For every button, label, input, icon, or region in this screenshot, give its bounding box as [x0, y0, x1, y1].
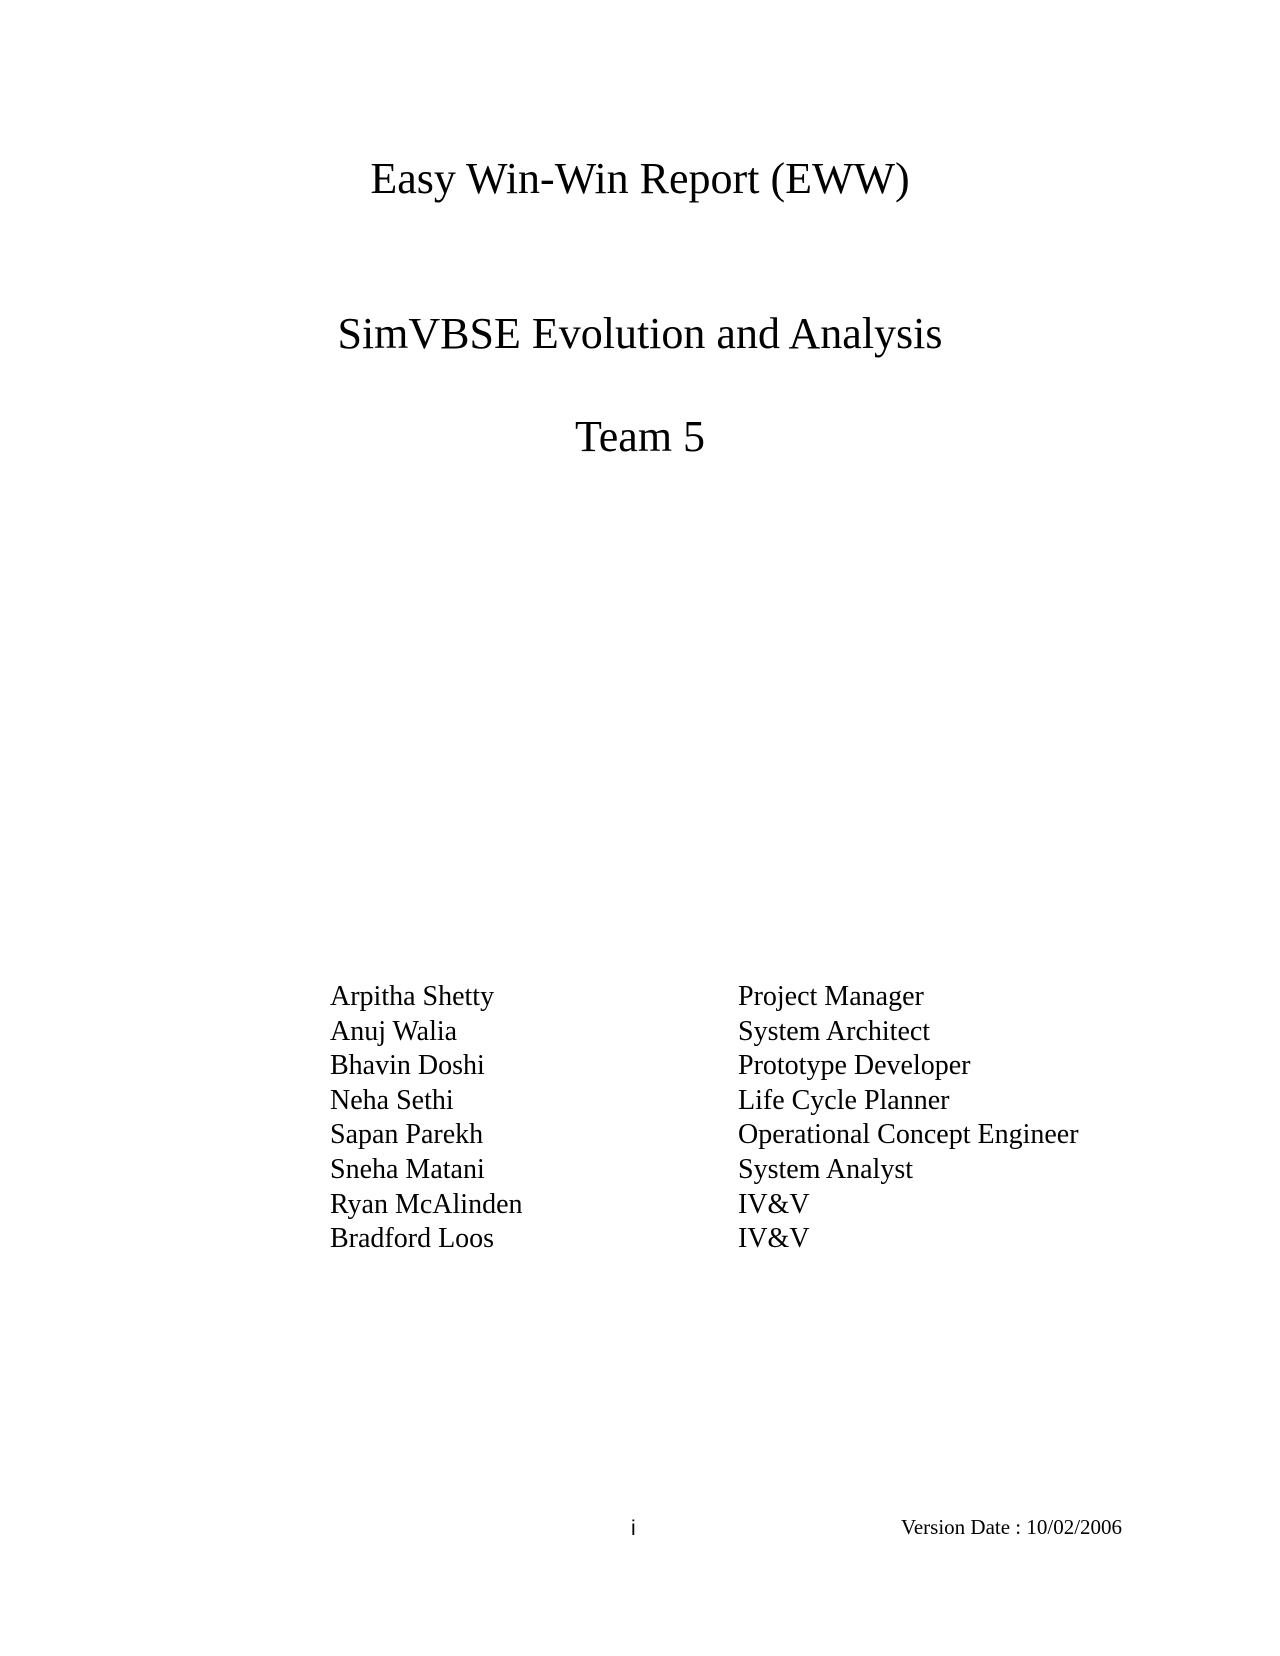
member-name: Neha Sethi	[330, 1084, 454, 1116]
page-number: i	[631, 1517, 636, 1540]
version-date: Version Date : 10/02/2006	[901, 1515, 1123, 1539]
member-name: Anuj Walia	[330, 1015, 458, 1047]
team-member-row	[330, 1153, 1079, 1188]
member-name: Bradford Loos	[330, 1223, 495, 1255]
member-role: IV&V	[738, 1188, 810, 1220]
team-member-row	[330, 1015, 1079, 1050]
team-member-row	[330, 980, 1079, 1015]
member-role: System Architect	[738, 1015, 931, 1047]
project-title: SimVBSE Evolution and Analysis	[337, 309, 943, 358]
team-name: Team 5	[574, 412, 706, 461]
member-role: Life Cycle Planner	[738, 1084, 950, 1116]
member-name: Sneha Matani	[330, 1153, 485, 1185]
member-name: Arpitha Shetty	[330, 981, 495, 1012]
team-member-row	[330, 1118, 1079, 1153]
member-role: System Analyst	[738, 1153, 914, 1185]
member-role: IV&V	[738, 1223, 810, 1255]
document-title: Easy Win-Win Report (EWW)	[370, 154, 910, 203]
member-role: Operational Concept Engineer	[738, 1119, 1079, 1151]
team-member-row	[330, 1222, 1079, 1257]
team-member-row	[330, 1084, 1079, 1119]
member-name: Bhavin Doshi	[330, 1050, 485, 1082]
member-role: Prototype Developer	[738, 1050, 971, 1082]
team-roster	[330, 980, 1079, 1257]
team-member-row	[330, 1049, 1079, 1084]
member-role: Project Manager	[738, 981, 924, 1012]
member-name: Ryan McAlinden	[330, 1188, 523, 1220]
member-name: Sapan Parekh	[330, 1119, 484, 1151]
team-member-row	[330, 1188, 1079, 1223]
